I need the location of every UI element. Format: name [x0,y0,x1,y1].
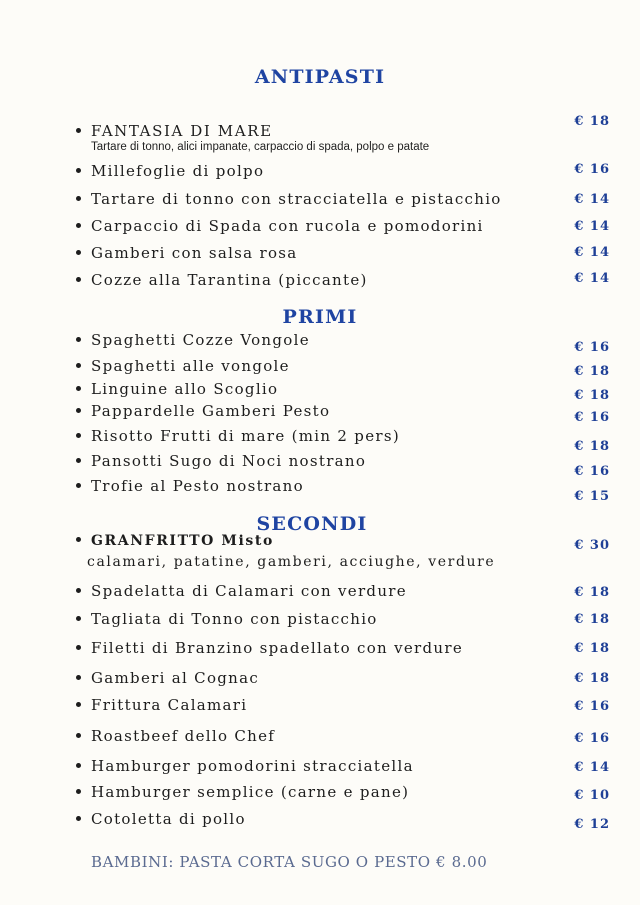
menu-item-price: € 16 [574,731,610,746]
menu-item-price: € 10 [574,788,610,803]
menu-item-price: € 16 [574,162,610,177]
menu-item-tartare: Tartare di tonno con stracciatella e pistacchio [76,190,502,208]
menu-item-price: € 18 [574,439,610,454]
menu-item-trofie: Trofie al Pesto nostrano [76,477,304,495]
menu-item-price: € 16 [574,464,610,479]
menu-item-price: € 18 [574,585,610,600]
menu-item-price: € 18 [574,388,610,403]
menu-item-frittura: Frittura Calamari [76,696,247,714]
menu-item-spadelatta: Spadelatta di Calamari con verdure [76,582,407,600]
menu-item-spaghetti-cozze-vongole: Spaghetti Cozze Vongole [76,331,310,349]
menu-item-cotoletta: Cotoletta di pollo [76,810,246,828]
menu-item-price: € 16 [574,699,610,714]
menu-item-price: € 16 [574,340,610,355]
menu-item-gamberi-salsa-rosa: Gamberi con salsa rosa [76,244,298,262]
menu-item-price: € 18 [574,114,610,129]
menu-item-price: € 14 [574,760,610,775]
menu-item-price: € 16 [574,410,610,425]
menu-item-spaghetti-vongole: Spaghetti alle vongole [76,357,290,375]
menu-item-cozze: Cozze alla Tarantina (piccante) [76,271,368,289]
menu-item-pansotti: Pansotti Sugo di Noci nostrano [76,452,366,470]
menu-item-price: € 18 [574,641,610,656]
menu-item-price: € 14 [574,271,610,286]
menu-item-hamburger-stracciatella: Hamburger pomodorini stracciatella [76,757,414,775]
menu-item-risotto: Risotto Frutti di mare (min 2 pers) [76,427,400,445]
menu-item-fantasia-di-mare: FANTASIA DI MARE [76,122,273,140]
section-title-antipasti: ANTIPASTI [254,66,386,88]
menu-item-price: € 14 [574,245,610,260]
kids-menu-note: BAMBINI: PASTA CORTA SUGO O PESTO € 8.00 [91,853,488,871]
menu-item-pappardelle: Pappardelle Gamberi Pesto [76,402,330,420]
menu-item-description: Tartare di tonno, alici impanate, carpaccio di spada, polpo e patate [91,141,430,153]
menu-item-millefoglie: Millefoglie di polpo [76,162,264,180]
menu-item-granfritto: GRANFRITTO Misto [76,533,274,549]
menu-item-price: € 12 [574,817,610,832]
menu-item-description: calamari, patatine, gamberi, acciughe, verdure [87,554,496,570]
menu-item-gamberi-cognac: Gamberi al Cognac [76,669,259,687]
menu-item-price: € 15 [574,489,610,504]
menu-item-carpaccio: Carpaccio di Spada con rucola e pomodorini [76,217,484,235]
section-title-primi: PRIMI [282,306,358,328]
menu-item-tagliata: Tagliata di Tonno con pistacchio [76,610,378,628]
menu-item-price: € 18 [574,671,610,686]
menu-item-price: € 14 [574,192,610,207]
menu-item-linguine: Linguine allo Scoglio [76,380,278,398]
menu-item-price: € 18 [574,364,610,379]
menu-item-price: € 18 [574,612,610,627]
menu-item-filetti-branzino: Filetti di Branzino spadellato con verdure [76,639,463,657]
menu-item-roastbeef: Roastbeef dello Chef [76,727,275,745]
menu-item-hamburger-semplice: Hamburger semplice (carne e pane) [76,783,409,801]
menu-item-price: € 14 [574,219,610,234]
section-title-secondi: SECONDI [256,513,368,535]
menu-item-price: € 30 [574,538,610,553]
